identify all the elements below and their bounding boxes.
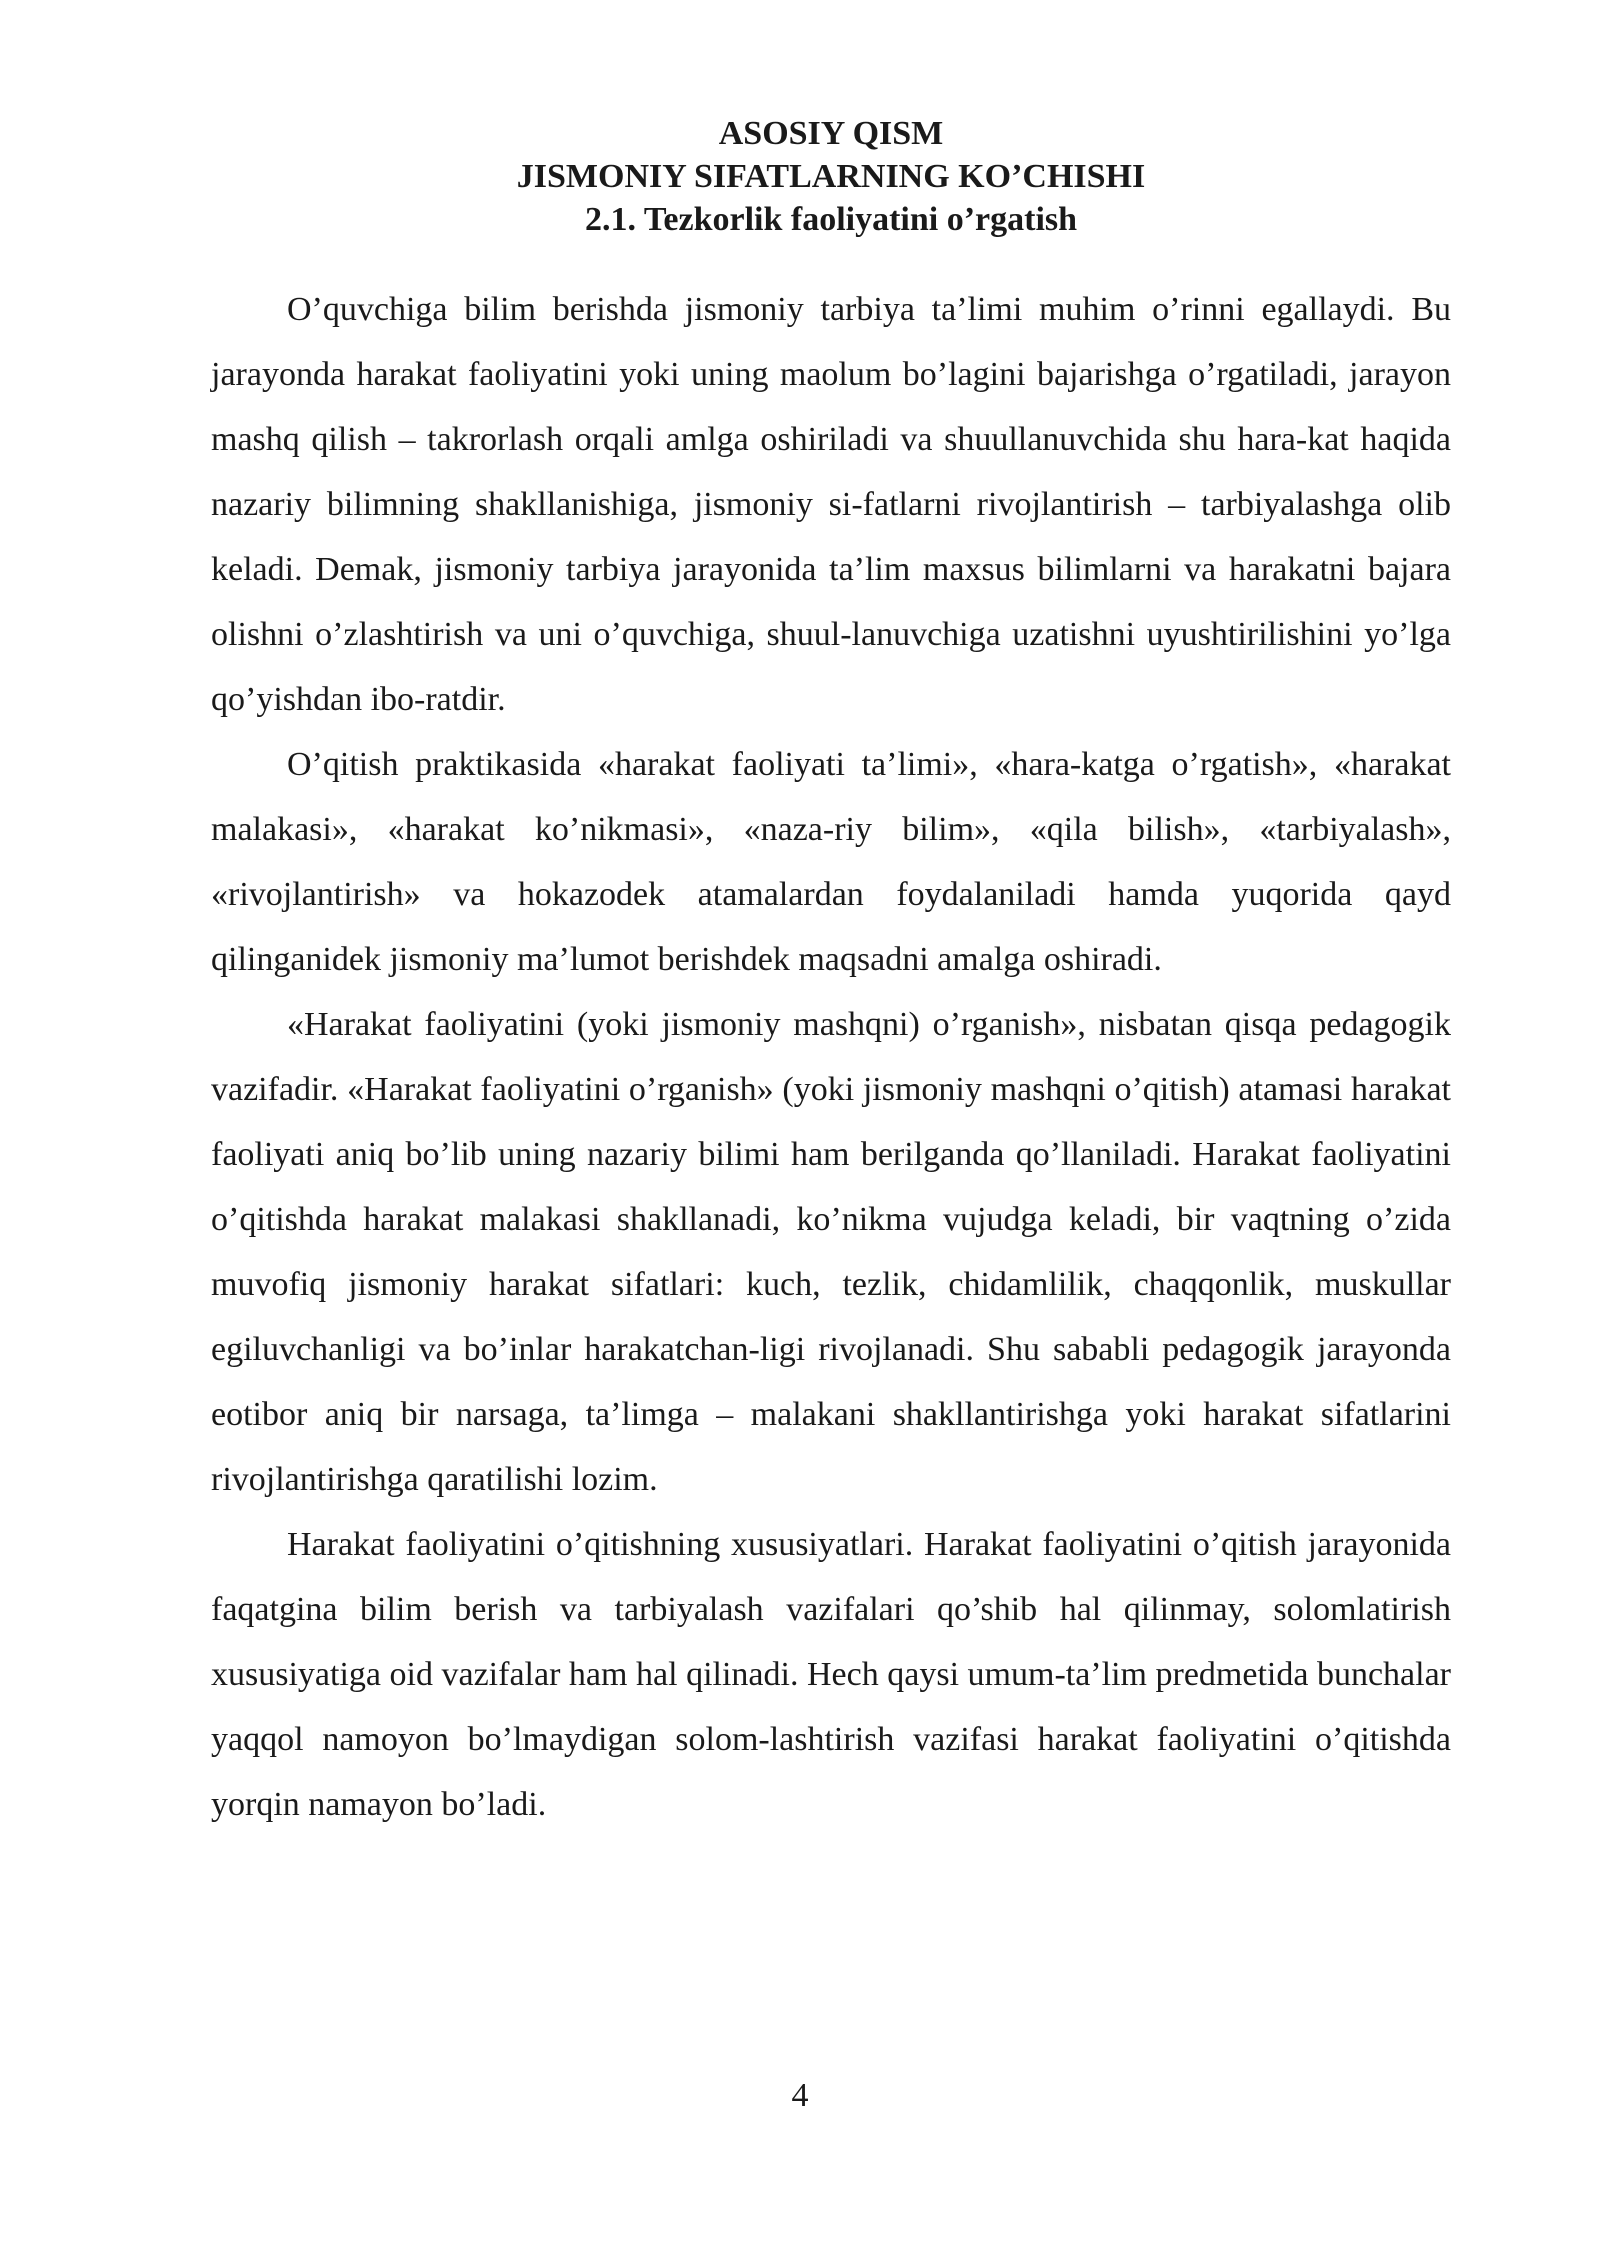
subsection-title: 2.1. Tezkorlik faoliyatini o’rgatish — [584, 201, 1078, 238]
paragraph-1: O’quvchiga bilim berishda jismoniy tarbiya ta’limi muhim o’rinni egallaydi. Bu jarayonda harakat faoliyatini yoki uning maolum bo’lagini bajarishga o’rgatiladi, jarayon mashq qilish – takrorlash orqali amlga oshiriladi va shuullanuvchida shu hara-kat haqida nazariy bilimning shakllanishiga, jismoniy si-fatlarni rivojlantirish – tarbiyalashga olib keladi. Demak, jismoniy tarbiya jarayonida ta’lim maxsus bilimlarni va harakatni bajara olishni o’zlashtirish va uni o’quvchiga, shuul-lanuvchiga uzatishni uyushtirilishini yo’lga qo’yishdan ibo-ratdir. — [211, 291, 1451, 718]
paragraph-4: Harakat faoliyatini o’qitishning xususiyatlari. Harakat faoliyatini o’qitish jarayonida faqatgina bilim berish va tarbiyalash vazifalari qo’shib hal qilinmay, solomlatirish xususiyatiga oid vazifalar ham hal qilinadi. Hech qaysi umum-ta’lim predmetida bunchalar yaqqol namoyon bo’lmaydigan solom-lashtirish vazifasi harakat faoliyatini o’qitishda yorqin namayon bo’ladi. — [211, 1526, 1451, 1823]
paragraph-3: «Harakat faoliyatini (yoki jismoniy mashqni) o’rganish», nisbatan qisqa pedagogik vazifadir. «Harakat faoliyatini o’rganish» (yoki jismoniy mashqni o’qitish) atamasi harakat faoliyati aniq bo’lib uning nazariy bilimi ham berilganda qo’llaniladi. Harakat faoliyatini o’qitishda harakat malakasi shakllanadi, ko’nikma vujudga keladi, bir vaqtning o’zida muvofiq jismoniy harakat sifatlari: kuch, tezlik, chidamlilik, chaqqonlik, muskullar egiluvchanligi va bo’inlar harakatchan-ligi rivojlanadi. Shu sababli pedagogik jarayonda eotibor aniq bir narsaga, ta’limga – malakani shakllantirishga yoki harakat sifatlarini rivojlantirishga qaratilishi lozim. — [211, 1006, 1451, 1498]
page-number: 4 — [791, 2077, 809, 2114]
chapter-title: JISMONIY SIFATLARNING KO’CHISHI — [516, 158, 1146, 195]
section-title: ASOSIY QISM — [718, 115, 944, 152]
paragraph-2: O’qitish praktikasida «harakat faoliyati ta’limi», «hara-katga o’rgatish», «harakat malakasi», «harakat ko’nikmasi», «naza-riy bilim», «qila bilish», «tarbiyalash», «rivojlantirish» va hokazodek atamalardan foydalaniladi hamda yuqorida qayd qilinganidek jismoniy ma’lumot berishdek maqsadni amalga oshiradi. — [211, 746, 1451, 978]
body-text — [211, 277, 1451, 1837]
document-page — [211, 112, 1451, 1837]
